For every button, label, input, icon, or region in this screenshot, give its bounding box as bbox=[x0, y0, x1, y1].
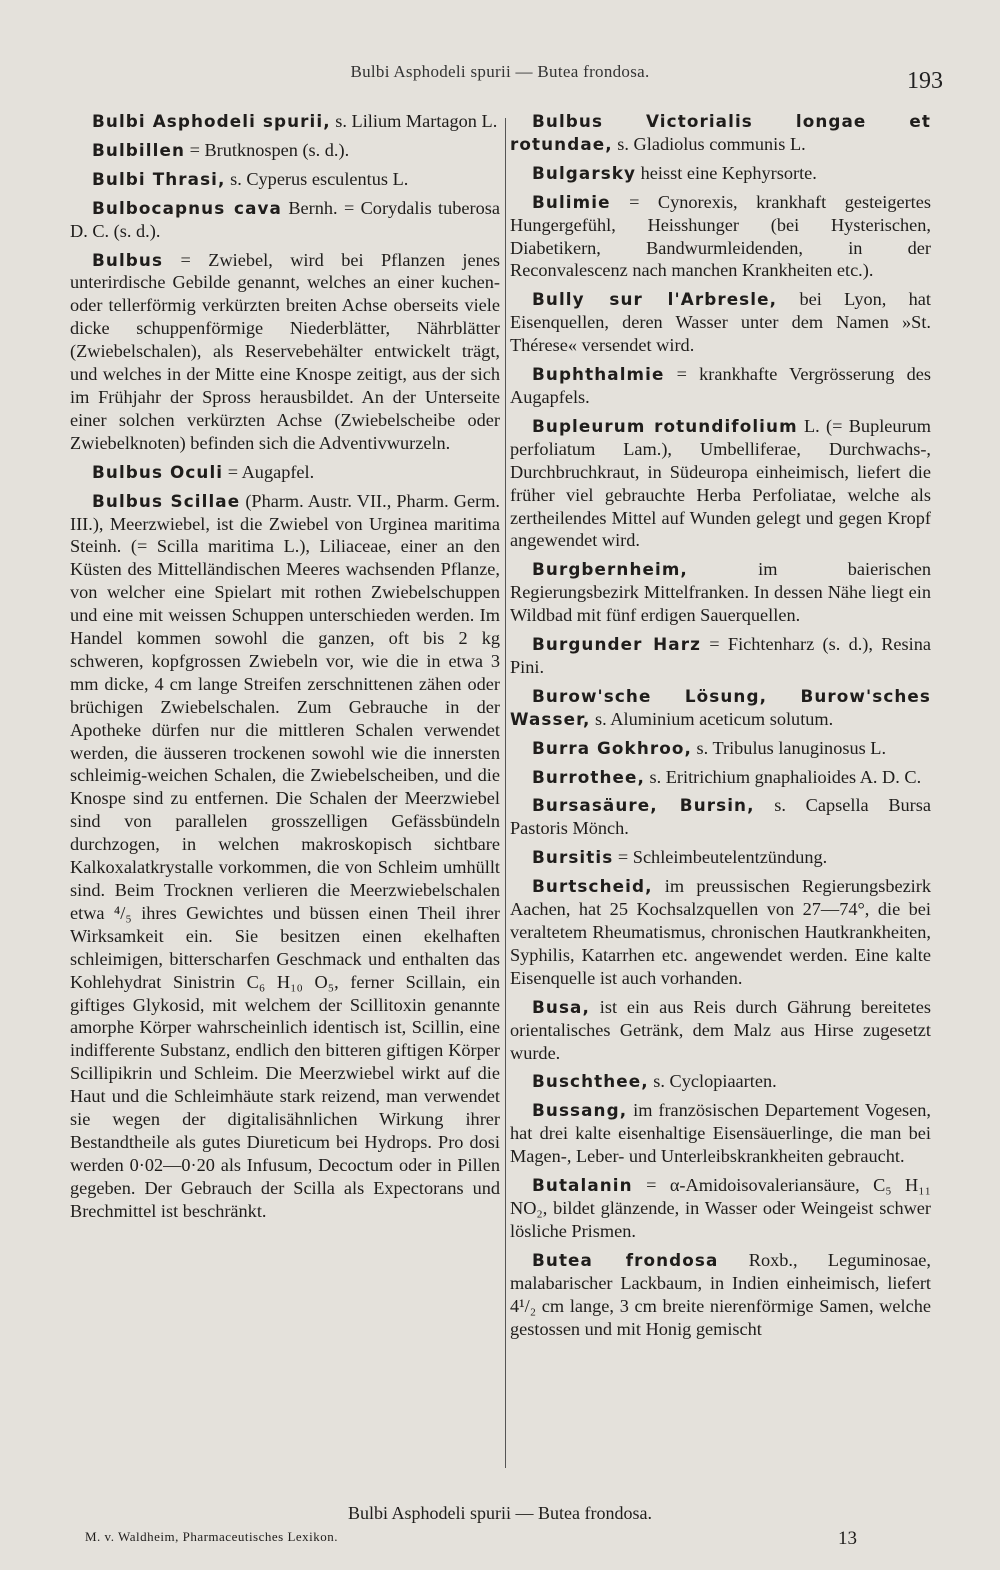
entry-text: s. Cyclopiaarten. bbox=[648, 1071, 777, 1092]
entry-text: = α-Amidoisovaleriansäure, C₅ H₁₁ NO₂, bildet glänzende, in Wasser oder Weingeist schwer lösliche Prismen. bbox=[510, 1175, 931, 1241]
entry bbox=[510, 288, 931, 357]
entry-text: Bernh. = Corydalis tuberosa D. C. (s. d.). bbox=[70, 197, 500, 241]
right-column bbox=[510, 110, 931, 1346]
entry-headword: Burrothee, bbox=[532, 766, 645, 787]
entry-headword: Bulbus Scillae bbox=[92, 490, 241, 511]
entry-text: = Brutknospen (s. d.). bbox=[185, 139, 350, 160]
page-number: 193 bbox=[907, 68, 943, 94]
entry bbox=[510, 110, 931, 156]
entry bbox=[510, 633, 931, 679]
entry-headword: Bulbillen bbox=[92, 139, 185, 160]
entry-headword: Butea frondosa bbox=[532, 1249, 719, 1270]
entry-headword: Bursitis bbox=[532, 847, 614, 868]
entry-text: = Fichtenharz (s. d.), Resina Pini. bbox=[510, 634, 931, 677]
entry bbox=[70, 110, 500, 133]
entry bbox=[70, 461, 500, 484]
entry bbox=[510, 415, 931, 552]
entry-headword: Burtscheid, bbox=[532, 876, 653, 897]
entry bbox=[70, 168, 500, 191]
entry bbox=[510, 996, 931, 1065]
entry-text: s. Lilium Martagon L. bbox=[330, 111, 498, 131]
entry-headword: Bulbus Oculi bbox=[92, 461, 224, 482]
entry-headword: Burow'sche Lösung, Burow'sches Wasser, bbox=[510, 685, 931, 729]
entry-text: s. Eritrichium gnaphalioides A. D. C. bbox=[644, 766, 922, 787]
left-column bbox=[70, 110, 500, 1229]
entry bbox=[510, 737, 931, 760]
entry bbox=[70, 490, 500, 1223]
column-divider bbox=[505, 118, 506, 1468]
entry-headword: Busa, bbox=[532, 996, 590, 1017]
entry bbox=[70, 139, 500, 162]
entry-headword: Burra Gokhroo, bbox=[532, 737, 692, 758]
running-head: Bulbi Asphodeli spurii — Butea frondosa. bbox=[350, 62, 650, 81]
entry-text: im baierischen Regierungsbezirk Mittelfranken. In dessen Nähe liegt ein Wildbad mit fünf erdigen Sauerquellen. bbox=[510, 559, 931, 626]
entry-headword: Buschthee, bbox=[532, 1071, 649, 1092]
entry-text: im französischen Departement Vogesen, hat drei kalte eisenhaltige Eisensäuerlinge, die man bei Magen-, Leber- und Unterleibskrankheiten gebraucht. bbox=[510, 1100, 931, 1167]
entry bbox=[510, 685, 931, 731]
entry-text: ist ein aus Reis durch Gährung bereitetes orientalisches Getränk, dem Malz aus Hirse zugesetzt wurde. bbox=[510, 996, 931, 1063]
entry-headword: Bulimie bbox=[532, 191, 611, 212]
entry bbox=[510, 766, 931, 789]
footer-author: M. v. Waldheim, Pharmaceutisches Lexikon. bbox=[85, 1529, 339, 1544]
entry-text: s. Cyperus esculentus L. bbox=[225, 168, 409, 189]
entry-headword: Bulbi Thrasi, bbox=[92, 168, 226, 189]
entry-text: bei Lyon, hat Eisenquellen, deren Wasser unter dem Namen »St. Thérese« versendet wird. bbox=[510, 289, 932, 356]
footer-title: Bulbi Asphodeli spurii — Butea frondosa. bbox=[348, 1503, 652, 1523]
entry-text: = Cynorexis, krankhaft gesteigertes Hungergefühl, Heisshunger (bei Hysterischen, Diabetikern, Bandwurmleidenden, in der Reconvalescenz nach manchen Krankheiten etc.). bbox=[510, 191, 931, 281]
entry bbox=[510, 363, 931, 409]
entry-text: s. Aluminium aceticum solutum. bbox=[590, 708, 834, 729]
signature-mark: 13 bbox=[838, 1528, 857, 1549]
entry bbox=[510, 1249, 931, 1341]
entry bbox=[510, 1174, 931, 1243]
entry bbox=[510, 846, 931, 869]
entry-headword: Bulbi Asphodeli spurii, bbox=[92, 111, 331, 131]
entry-headword: Bursasäure, Bursin, bbox=[532, 795, 755, 816]
entry bbox=[70, 197, 500, 243]
entry-text: L. (= Bupleurum perfoliatum Lam.), Umbelliferae, Durchwachs-, Durchbruchkraut, in Südeuropa einheimisch, liefert die früher viel gebrauchte Herba Perfoliatae, welche als zertheilendes Mittel auf Wunden gelegt und gegen Kropf angewendet wird. bbox=[510, 415, 931, 551]
entry bbox=[70, 249, 500, 455]
entry-headword: Bulbocapnus cava bbox=[92, 197, 282, 218]
entry bbox=[510, 162, 931, 185]
entry-headword: Bulgarsky bbox=[532, 162, 637, 183]
entry-text: = Augapfel. bbox=[223, 461, 315, 482]
entry-text: im preussischen Regierungsbezirk Aachen, hat 25 Kochsalzquellen von 27—74°, die bei veraltetem Rheumatismus, chronischen Hautkrankheiten, Syphilis, Katarrhen etc. angewendet werden. Eine kalte Eisenquelle ist auch vorhanden. bbox=[510, 876, 931, 988]
entry-text: s. Capsella Bursa Pastoris Mönch. bbox=[510, 795, 931, 839]
entry-headword: Buphthalmie bbox=[532, 364, 665, 385]
entry bbox=[510, 558, 931, 627]
entry-text: s. Tribulus lanuginosus L. bbox=[691, 737, 887, 758]
entry-text: = Schleimbeutelentzündung. bbox=[613, 847, 828, 868]
entry-text: (Pharm. Austr. VII., Pharm. Germ. III.), Meerzwiebel, ist die Zwiebel von Urginea maritima Steinh. (= Scilla maritima L.), Liliaceae, einer an den Küsten des Mittelländischen Meeres wachsenden Pflanze, von welcher eine Spielart mit rothen Zwiebelschuppen und eine mit weissen Schuppen unterschieden werden. Im Handel kommen sowohl die ganzen, oft bis 2 kg schweren, kopfgrossen Zwiebeln vor, wie die in etwa 3 mm dicke, 4 cm lange Streifen zerschnittenen zähen oder brüchigen Zwiebelschalen. Zum Gebrauche in der Apotheke dürfen nur die mittleren Schalen verwendet werden, die äusseren trockenen sowohl wie die innersten schleimig-weichen Schalen, die Zwiebelscheiben, und die Knospe sind zu entfernen. Die Schalen der Meerzwiebel sind von parallelen grosszelligen Gefässbündeln durchzogen, in welchen makroskopisch sichtbare Kalkoxalatkrystalle vorkommen, die von Schleim umhüllt sind. Beim Trocknen verlieren die Meerzwiebelschalen etwa ⁴/₅ ihres Gewichtes und büssen einen Theil ihrer Wirksamkeit ein. Sie besitzen einen ekelhaften schleimigen, bitterscharfen Geschmack und enthalten das Kohlehydrat Sinistrin C₆ H₁₀ O₅, ferner Scillain, ein giftiges Glykosid, mit welchem der Scillitoxin genannte amorphe Körper wahrscheinlich identisch ist, Scillin, eine indifferente Substanz, endlich den bitteren giftigen Körper Scillipikrin und Schleim. Die Meerzwiebel wirkt auf die Haut und die Schleimhäute stark reizend, man verwendet sie wegen der digitalisähnlichen Wirkung ihrer Bestandtheile als gutes Diureticum bei Hydrops. Pro dosi werden 0·02—0·20 als Infusum, Decoctum oder in Pillen gegeben. Der Gebrauch der Scilla als Expectorans und Brechmittel ist beschränkt. bbox=[70, 490, 500, 1221]
entry-text: = krankhafte Vergrösserung des Augapfels. bbox=[510, 364, 931, 407]
entry-text: s. Gladiolus communis L. bbox=[612, 133, 806, 154]
entry-headword: Bully sur l'Arbresle, bbox=[532, 289, 778, 310]
entry-headword: Butalanin bbox=[532, 1175, 633, 1196]
entry-headword: Bussang, bbox=[532, 1100, 628, 1121]
entry-text: = Zwiebel, wird bei Pflanzen jenes unterirdische Gebilde genannt, welches an einer kuchen- oder tellerförmig verkürzten breiten Achse oberseits viele dicke schuppenförmige Niederblätter, Nährblätter (Zwiebelschalen), als Reservebehälter entwickelt trägt, und welches in der Mitte eine Knospe zeitigt, aus der sich im Frühjahr der Spross herausbildet. An der Unterseite einer solchen verkürzten Achse (Zwiebelscheibe oder Zwiebelknoten) befinden sich die Adventivwurzeln. bbox=[70, 249, 500, 453]
entry bbox=[510, 875, 931, 990]
entry bbox=[510, 191, 931, 283]
entry-headword: Bulbus Victorialis longae et rotundae, bbox=[510, 111, 931, 154]
entry-headword: Bupleurum rotundifolium bbox=[532, 415, 798, 436]
entry-text: Roxb., Leguminosae, malabarischer Lackbaum, in Indien einheimisch, liefert 4¹/₂ cm lange, 3 cm breite nierenförmige Samen, welche gestossen und mit Honig gemischt bbox=[510, 1249, 931, 1339]
entry-headword: Bulbus bbox=[92, 249, 164, 270]
entry-headword: Burgbernheim, bbox=[532, 559, 688, 580]
entry-headword: Burgunder Harz bbox=[532, 634, 701, 655]
entry bbox=[510, 1070, 931, 1093]
entry-text: heisst eine Kephyrsorte. bbox=[636, 162, 817, 183]
entry bbox=[510, 794, 931, 840]
entry bbox=[510, 1099, 931, 1168]
